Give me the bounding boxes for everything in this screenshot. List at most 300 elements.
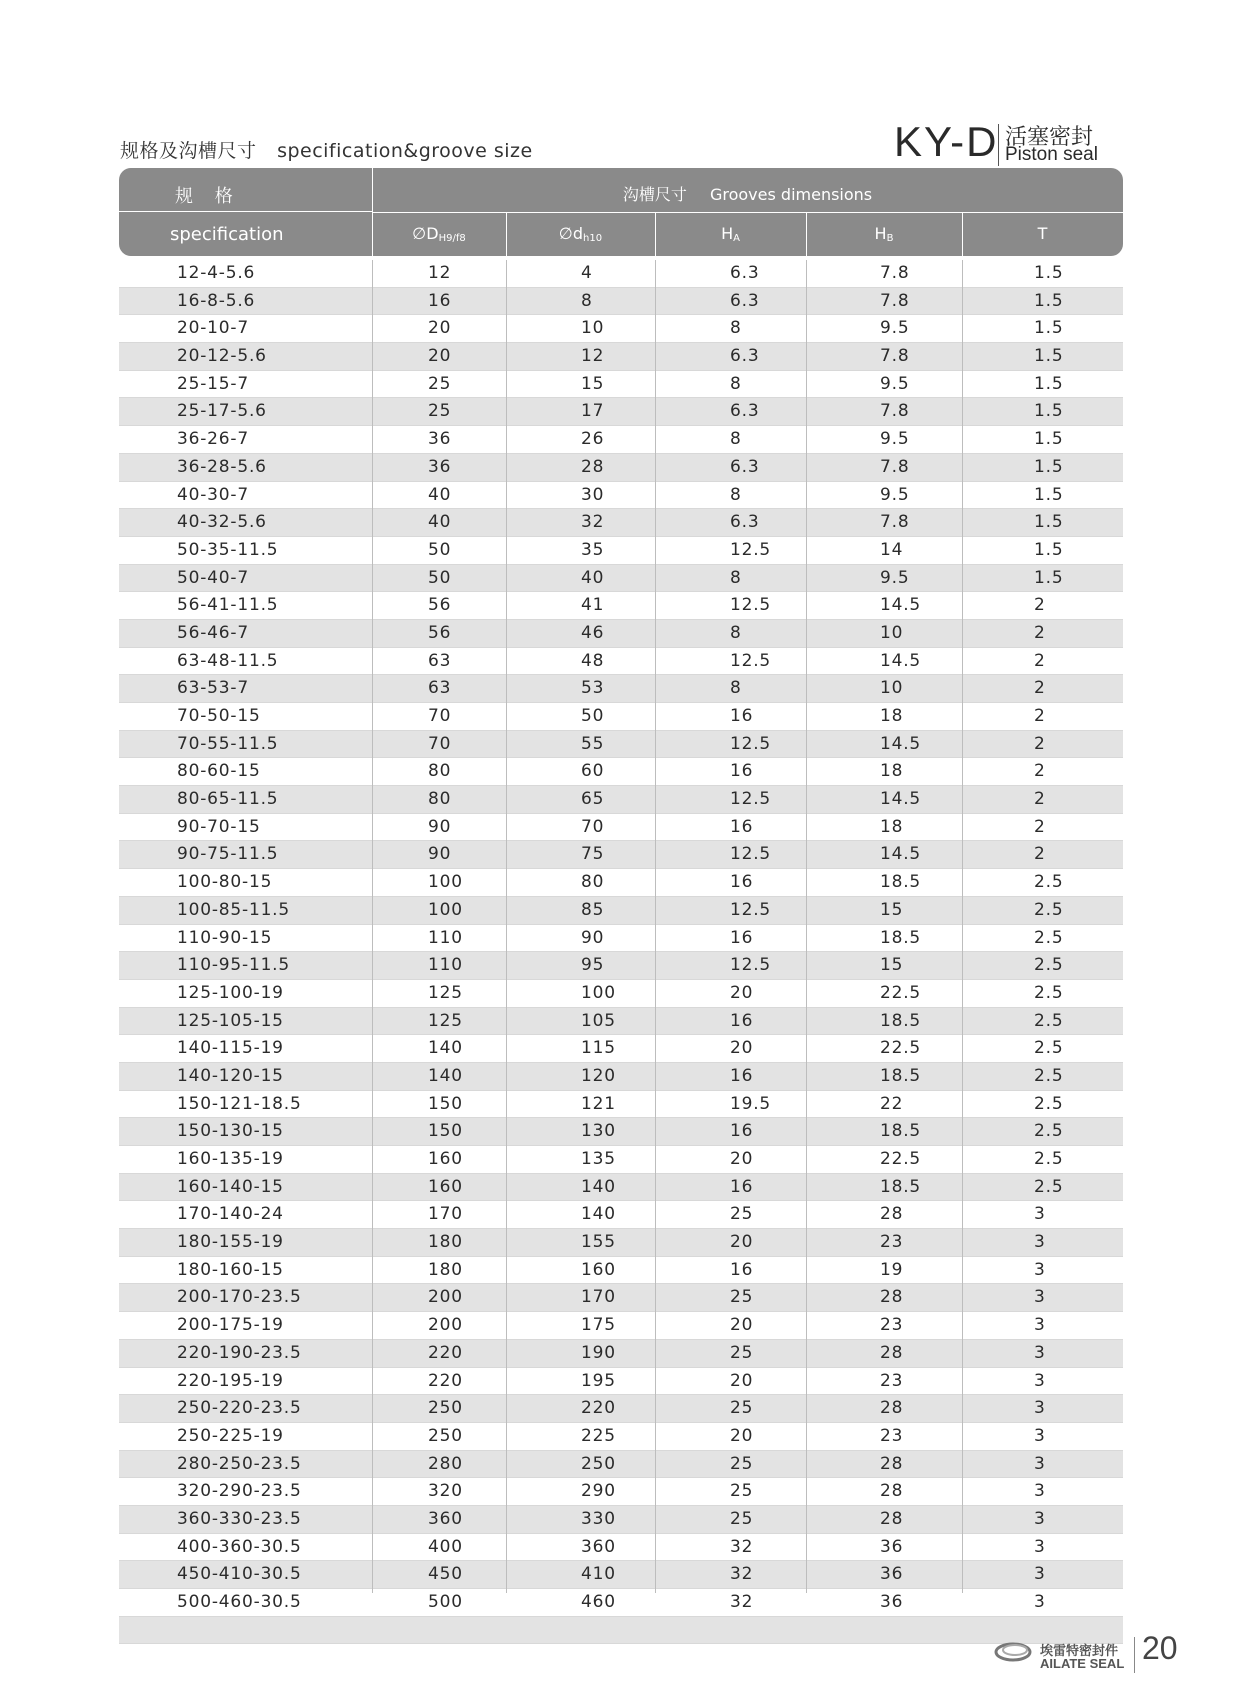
cell-T: 2.5	[1034, 1093, 1064, 1114]
cell-spec: 250-225-19	[177, 1425, 284, 1446]
cell-HB: 22.5	[880, 1038, 922, 1059]
table-row	[119, 1063, 1123, 1091]
table-row	[119, 1174, 1123, 1202]
cell-spec: 63-48-11.5	[177, 650, 279, 671]
header-col-d: $\emptyset d_{h10}$	[558, 224, 603, 244]
header-col-HB: $H_B$	[874, 224, 894, 244]
table-row	[119, 592, 1123, 620]
cell-spec: 36-28-5.6	[177, 456, 267, 477]
cell-HA: 25	[730, 1342, 754, 1363]
cell-d: 35	[581, 539, 605, 560]
table-row	[119, 869, 1123, 897]
cell-D: 16	[428, 290, 452, 311]
cell-HB: 10	[880, 622, 904, 643]
cell-HA: 16	[730, 1121, 754, 1142]
section-title	[120, 136, 533, 163]
table-row	[119, 925, 1123, 953]
page-number: 20	[1142, 1630, 1178, 1666]
cell-d: 410	[581, 1564, 616, 1585]
product-model: KY-D	[894, 118, 999, 165]
cell-HB: 7.8	[880, 263, 910, 283]
cell-spec: 50-35-11.5	[177, 539, 279, 560]
cell-d: 8	[581, 290, 593, 311]
cell-d: 121	[581, 1093, 616, 1114]
header-spec-en: specification	[170, 224, 284, 245]
cell-HA: 19.5	[730, 1093, 772, 1114]
cell-D: 170	[428, 1204, 463, 1225]
cell-T: 1.5	[1034, 539, 1064, 560]
cell-D: 100	[428, 899, 463, 920]
cell-D: 180	[428, 1232, 463, 1253]
header-col-HA: $H_A$	[721, 224, 740, 244]
cell-spec: 70-50-15	[177, 706, 261, 726]
cell-HB: 7.8	[880, 346, 910, 367]
table-row	[119, 703, 1123, 731]
table-row	[119, 371, 1123, 399]
table-row	[119, 841, 1123, 869]
table-row	[119, 1312, 1123, 1340]
cell-d: 48	[581, 650, 605, 671]
cell-D: 200	[428, 1315, 463, 1336]
table-row	[119, 1478, 1123, 1506]
cell-T: 2.5	[1034, 1121, 1064, 1142]
cell-T: 3	[1034, 1453, 1046, 1474]
table-row	[119, 288, 1123, 316]
cell-d: 28	[581, 456, 605, 477]
cell-HA: 25	[730, 1508, 754, 1529]
cell-D: 56	[428, 595, 452, 616]
cell-d: 130	[581, 1121, 616, 1142]
cell-d: 195	[581, 1370, 616, 1391]
header-spec-cn: 规 格	[175, 186, 241, 207]
cell-HA: 16	[730, 1010, 754, 1031]
cell-D: 450	[428, 1564, 463, 1585]
cell-spec: 320-290-23.5	[177, 1481, 302, 1502]
cell-d: 12	[581, 346, 605, 367]
table-row	[119, 814, 1123, 842]
cell-spec: 25-17-5.6	[177, 401, 267, 422]
table-row	[119, 648, 1123, 676]
cell-spec: 170-140-24	[177, 1204, 284, 1225]
cell-HB: 7.8	[880, 290, 910, 311]
cell-HA: 8	[730, 484, 742, 505]
cell-d: 85	[581, 899, 605, 920]
cell-T: 3	[1034, 1204, 1046, 1225]
header-groove-cn: 沟槽尺寸	[622, 185, 687, 204]
cell-T: 3	[1034, 1564, 1046, 1585]
cell-HA: 8	[730, 318, 742, 339]
cell-HA: 16	[730, 706, 754, 726]
cell-HB: 14.5	[880, 733, 922, 754]
cell-spec: 56-41-11.5	[177, 595, 279, 616]
cell-spec: 90-75-11.5	[177, 844, 279, 865]
cell-HB: 28	[880, 1481, 904, 1502]
cell-d: 170	[581, 1287, 616, 1308]
table-row	[119, 1506, 1123, 1534]
cell-T: 1.5	[1034, 346, 1064, 367]
cell-T: 3	[1034, 1592, 1046, 1612]
cell-T: 2.5	[1034, 872, 1064, 893]
table-row	[119, 1340, 1123, 1368]
cell-D: 220	[428, 1370, 463, 1391]
cell-HA: 25	[730, 1287, 754, 1308]
cell-d: 175	[581, 1315, 616, 1336]
header-groove-en: Grooves dimensions	[709, 185, 873, 204]
cell-spec: 150-121-18.5	[177, 1093, 302, 1114]
cell-HA: 8	[730, 678, 742, 699]
cell-D: 400	[428, 1536, 463, 1557]
cell-HA: 20	[730, 1232, 754, 1253]
cell-spec: 125-105-15	[177, 1010, 284, 1031]
cell-d: 46	[581, 622, 605, 643]
cell-HA: 12.5	[730, 650, 772, 671]
product-name-cn: 活塞密封	[1005, 125, 1094, 150]
header-divider	[119, 211, 372, 212]
header-groove	[372, 182, 1123, 205]
cell-spec: 220-195-19	[177, 1370, 284, 1391]
cell-HA: 16	[730, 927, 754, 948]
cell-T: 3	[1034, 1508, 1046, 1529]
table-row	[119, 537, 1123, 565]
table-row	[119, 1284, 1123, 1312]
cell-HB: 28	[880, 1508, 904, 1529]
cell-d: 140	[581, 1176, 616, 1197]
cell-HB: 22.5	[880, 1149, 922, 1169]
cell-D: 90	[428, 844, 452, 865]
cell-d: 250	[581, 1453, 616, 1474]
cell-D: 140	[428, 1038, 463, 1059]
table-row	[119, 1617, 1123, 1645]
cell-D: 500	[428, 1592, 463, 1612]
cell-HB: 18	[880, 816, 904, 837]
table-row	[119, 565, 1123, 593]
cell-spec: 180-160-15	[177, 1259, 284, 1280]
cell-T: 3	[1034, 1536, 1046, 1557]
cell-T: 2	[1034, 595, 1046, 616]
cell-HA: 20	[730, 1425, 754, 1446]
cell-HB: 9.5	[880, 567, 910, 588]
cell-HB: 15	[880, 955, 904, 976]
table-row	[119, 1368, 1123, 1396]
cell-HA: 12.5	[730, 899, 772, 920]
cell-d: 10	[581, 318, 605, 339]
cell-T: 1.5	[1034, 429, 1064, 450]
table-row	[119, 1118, 1123, 1146]
cell-D: 50	[428, 539, 452, 560]
cell-HB: 15	[880, 899, 904, 920]
table-row	[119, 509, 1123, 537]
cell-D: 280	[428, 1453, 463, 1474]
cell-HB: 28	[880, 1398, 904, 1419]
cell-D: 25	[428, 373, 452, 394]
cell-HA: 20	[730, 1315, 754, 1336]
cell-HA: 32	[730, 1536, 754, 1557]
cell-HA: 6.3	[730, 263, 760, 283]
table-row	[119, 1035, 1123, 1063]
cell-spec: 200-170-23.5	[177, 1287, 302, 1308]
table-row	[119, 315, 1123, 343]
cell-T: 3	[1034, 1425, 1046, 1446]
cell-T: 1.5	[1034, 456, 1064, 477]
cell-spec: 500-460-30.5	[177, 1592, 302, 1612]
cell-HB: 22.5	[880, 982, 922, 1003]
cell-D: 80	[428, 789, 452, 810]
cell-spec: 140-120-15	[177, 1065, 284, 1086]
cell-T: 2.5	[1034, 1038, 1064, 1059]
cell-spec: 20-12-5.6	[177, 346, 267, 367]
cell-D: 36	[428, 456, 452, 477]
cell-T: 1.5	[1034, 567, 1064, 588]
cell-d: 4	[581, 263, 593, 283]
cell-D: 70	[428, 706, 452, 726]
cell-T: 1.5	[1034, 401, 1064, 422]
cell-T: 3	[1034, 1370, 1046, 1391]
cell-d: 90	[581, 927, 605, 948]
cell-T: 3	[1034, 1287, 1046, 1308]
cell-T: 1.5	[1034, 318, 1064, 339]
cell-d: 95	[581, 955, 605, 976]
cell-spec: 110-95-11.5	[177, 955, 290, 976]
cell-HA: 16	[730, 872, 754, 893]
cell-T: 1.5	[1034, 373, 1064, 394]
cell-D: 110	[428, 955, 463, 976]
cell-HB: 28	[880, 1204, 904, 1225]
cell-HB: 36	[880, 1592, 904, 1612]
cell-HA: 25	[730, 1204, 754, 1225]
cell-HA: 20	[730, 1370, 754, 1391]
cell-HB: 9.5	[880, 373, 910, 394]
cell-HA: 20	[730, 1038, 754, 1059]
cell-d: 17	[581, 401, 605, 422]
cell-HA: 6.3	[730, 401, 760, 422]
table-row	[119, 454, 1123, 482]
cell-T: 2	[1034, 706, 1046, 726]
cell-HA: 12.5	[730, 733, 772, 754]
cell-HB: 18.5	[880, 1176, 922, 1197]
cell-HA: 16	[730, 1176, 754, 1197]
cell-D: 125	[428, 982, 463, 1003]
cell-d: 32	[581, 512, 605, 533]
cell-T: 2	[1034, 733, 1046, 754]
cell-d: 330	[581, 1508, 616, 1529]
footer-brand-cn: 埃雷特密封件	[1040, 1644, 1119, 1659]
cell-D: 63	[428, 650, 452, 671]
model-divider	[998, 124, 999, 166]
cell-T: 1.5	[1034, 290, 1064, 311]
cell-HB: 7.8	[880, 456, 910, 477]
table-row	[119, 1395, 1123, 1423]
cell-D: 100	[428, 872, 463, 893]
cell-spec: 63-53-7	[177, 678, 249, 699]
cell-HA: 12.5	[730, 955, 772, 976]
cell-HA: 20	[730, 1149, 754, 1169]
cell-T: 3	[1034, 1398, 1046, 1419]
table-row	[119, 1561, 1123, 1589]
cell-spec: 80-60-15	[177, 761, 261, 782]
table-row	[119, 426, 1123, 454]
cell-HA: 16	[730, 761, 754, 782]
cell-D: 250	[428, 1425, 463, 1446]
cell-d: 120	[581, 1065, 616, 1086]
cell-D: 25	[428, 401, 452, 422]
cell-spec: 200-175-19	[177, 1315, 284, 1336]
cell-HB: 36	[880, 1536, 904, 1557]
cell-T: 1.5	[1034, 484, 1064, 505]
cell-HB: 14.5	[880, 844, 922, 865]
cell-d: 160	[581, 1259, 616, 1280]
cell-T: 2.5	[1034, 1176, 1064, 1197]
cell-spec: 80-65-11.5	[177, 789, 279, 810]
cell-spec: 250-220-23.5	[177, 1398, 302, 1419]
cell-HB: 18.5	[880, 1010, 922, 1031]
cell-HA: 20	[730, 982, 754, 1003]
cell-T: 2.5	[1034, 1010, 1064, 1031]
cell-d: 70	[581, 816, 605, 837]
cell-HB: 28	[880, 1453, 904, 1474]
header-divider	[372, 212, 1123, 213]
cell-T: 2.5	[1034, 899, 1064, 920]
cell-spec: 100-80-15	[177, 872, 273, 893]
table-row	[119, 343, 1123, 371]
cell-HB: 28	[880, 1342, 904, 1363]
section-title-en: specification&groove size	[277, 140, 533, 162]
table-header	[119, 168, 1123, 256]
cell-HB: 7.8	[880, 401, 910, 422]
cell-spec: 40-32-5.6	[177, 512, 267, 533]
product-name-en: Piston seal	[1005, 144, 1098, 165]
cell-D: 125	[428, 1010, 463, 1031]
cell-HA: 6.3	[730, 346, 760, 367]
cell-T: 2	[1034, 650, 1046, 671]
cell-HB: 7.8	[880, 512, 910, 533]
cell-T: 1.5	[1034, 512, 1064, 533]
cell-T: 3	[1034, 1232, 1046, 1253]
cell-T: 1.5	[1034, 263, 1064, 283]
cell-D: 160	[428, 1149, 463, 1169]
cell-HA: 16	[730, 1065, 754, 1086]
cell-spec: 280-250-23.5	[177, 1453, 302, 1474]
cell-HB: 9.5	[880, 318, 910, 339]
cell-T: 2	[1034, 622, 1046, 643]
table-row	[119, 1589, 1123, 1617]
cell-HB: 18.5	[880, 927, 922, 948]
table-row	[119, 1423, 1123, 1451]
cell-spec: 140-115-19	[177, 1038, 284, 1059]
cell-HB: 22	[880, 1093, 904, 1114]
cell-d: 50	[581, 706, 605, 726]
cell-spec: 16-8-5.6	[177, 290, 256, 311]
cell-HA: 12.5	[730, 789, 772, 810]
cell-HA: 25	[730, 1398, 754, 1419]
cell-d: 100	[581, 982, 616, 1003]
cell-HA: 8	[730, 373, 742, 394]
cell-D: 150	[428, 1121, 463, 1142]
table-row	[119, 1451, 1123, 1479]
cell-d: 55	[581, 733, 605, 754]
table-row	[119, 398, 1123, 426]
cell-d: 115	[581, 1038, 616, 1059]
cell-T: 2	[1034, 816, 1046, 837]
header-col-D: $\emptyset D_{H9/f8}$	[412, 224, 466, 244]
cell-D: 180	[428, 1259, 463, 1280]
cell-spec: 56-46-7	[177, 622, 249, 643]
cell-D: 50	[428, 567, 452, 588]
table-row	[119, 980, 1123, 1008]
table-row	[119, 1091, 1123, 1119]
cell-d: 30	[581, 484, 605, 505]
cell-HA: 32	[730, 1564, 754, 1585]
cell-HB: 14.5	[880, 650, 922, 671]
cell-spec: 180-155-19	[177, 1232, 284, 1253]
table-row	[119, 620, 1123, 648]
cell-D: 70	[428, 733, 452, 754]
header-col-T: T	[1037, 224, 1048, 243]
cell-HA: 25	[730, 1453, 754, 1474]
cell-d: 105	[581, 1010, 616, 1031]
cell-T: 3	[1034, 1481, 1046, 1502]
cell-HA: 6.3	[730, 512, 760, 533]
cell-spec: 25-15-7	[177, 373, 249, 394]
section-title-cn: 规格及沟槽尺寸	[120, 140, 257, 162]
cell-HB: 23	[880, 1370, 904, 1391]
cell-D: 110	[428, 927, 463, 948]
cell-spec: 450-410-30.5	[177, 1564, 302, 1585]
cell-T: 3	[1034, 1342, 1046, 1363]
cell-spec: 150-130-15	[177, 1121, 284, 1142]
cell-D: 150	[428, 1093, 463, 1114]
cell-spec: 360-330-23.5	[177, 1508, 302, 1529]
cell-HB: 14.5	[880, 789, 922, 810]
cell-HB: 23	[880, 1315, 904, 1336]
cell-d: 26	[581, 429, 605, 450]
cell-d: 53	[581, 678, 605, 699]
cell-HB: 23	[880, 1425, 904, 1446]
cell-d: 460	[581, 1592, 616, 1612]
cell-HB: 23	[880, 1232, 904, 1253]
cell-spec: 70-55-11.5	[177, 733, 279, 754]
cell-D: 20	[428, 346, 452, 367]
cell-HB: 28	[880, 1287, 904, 1308]
cell-spec: 12-4-5.6	[177, 263, 256, 283]
cell-D: 40	[428, 512, 452, 533]
cell-HB: 9.5	[880, 429, 910, 450]
cell-T: 2.5	[1034, 982, 1064, 1003]
cell-T: 3	[1034, 1259, 1046, 1280]
cell-D: 160	[428, 1176, 463, 1197]
cell-spec: 125-100-19	[177, 982, 284, 1003]
cell-HB: 18	[880, 761, 904, 782]
cell-HA: 8	[730, 429, 742, 450]
cell-T: 2	[1034, 678, 1046, 699]
cell-HB: 10	[880, 678, 904, 699]
cell-T: 2	[1034, 789, 1046, 810]
cell-HA: 12.5	[730, 539, 772, 560]
cell-HA: 8	[730, 567, 742, 588]
cell-d: 65	[581, 789, 605, 810]
cell-HA: 25	[730, 1481, 754, 1502]
cell-HA: 16	[730, 1259, 754, 1280]
cell-HB: 18.5	[880, 872, 922, 893]
cell-spec: 50-40-7	[177, 567, 249, 588]
cell-T: 3	[1034, 1315, 1046, 1336]
cell-D: 20	[428, 318, 452, 339]
cell-spec: 160-135-19	[177, 1149, 284, 1169]
table-row	[119, 482, 1123, 510]
cell-spec: 110-90-15	[177, 927, 273, 948]
cell-d: 220	[581, 1398, 616, 1419]
cell-D: 250	[428, 1398, 463, 1419]
cell-D: 320	[428, 1481, 463, 1502]
